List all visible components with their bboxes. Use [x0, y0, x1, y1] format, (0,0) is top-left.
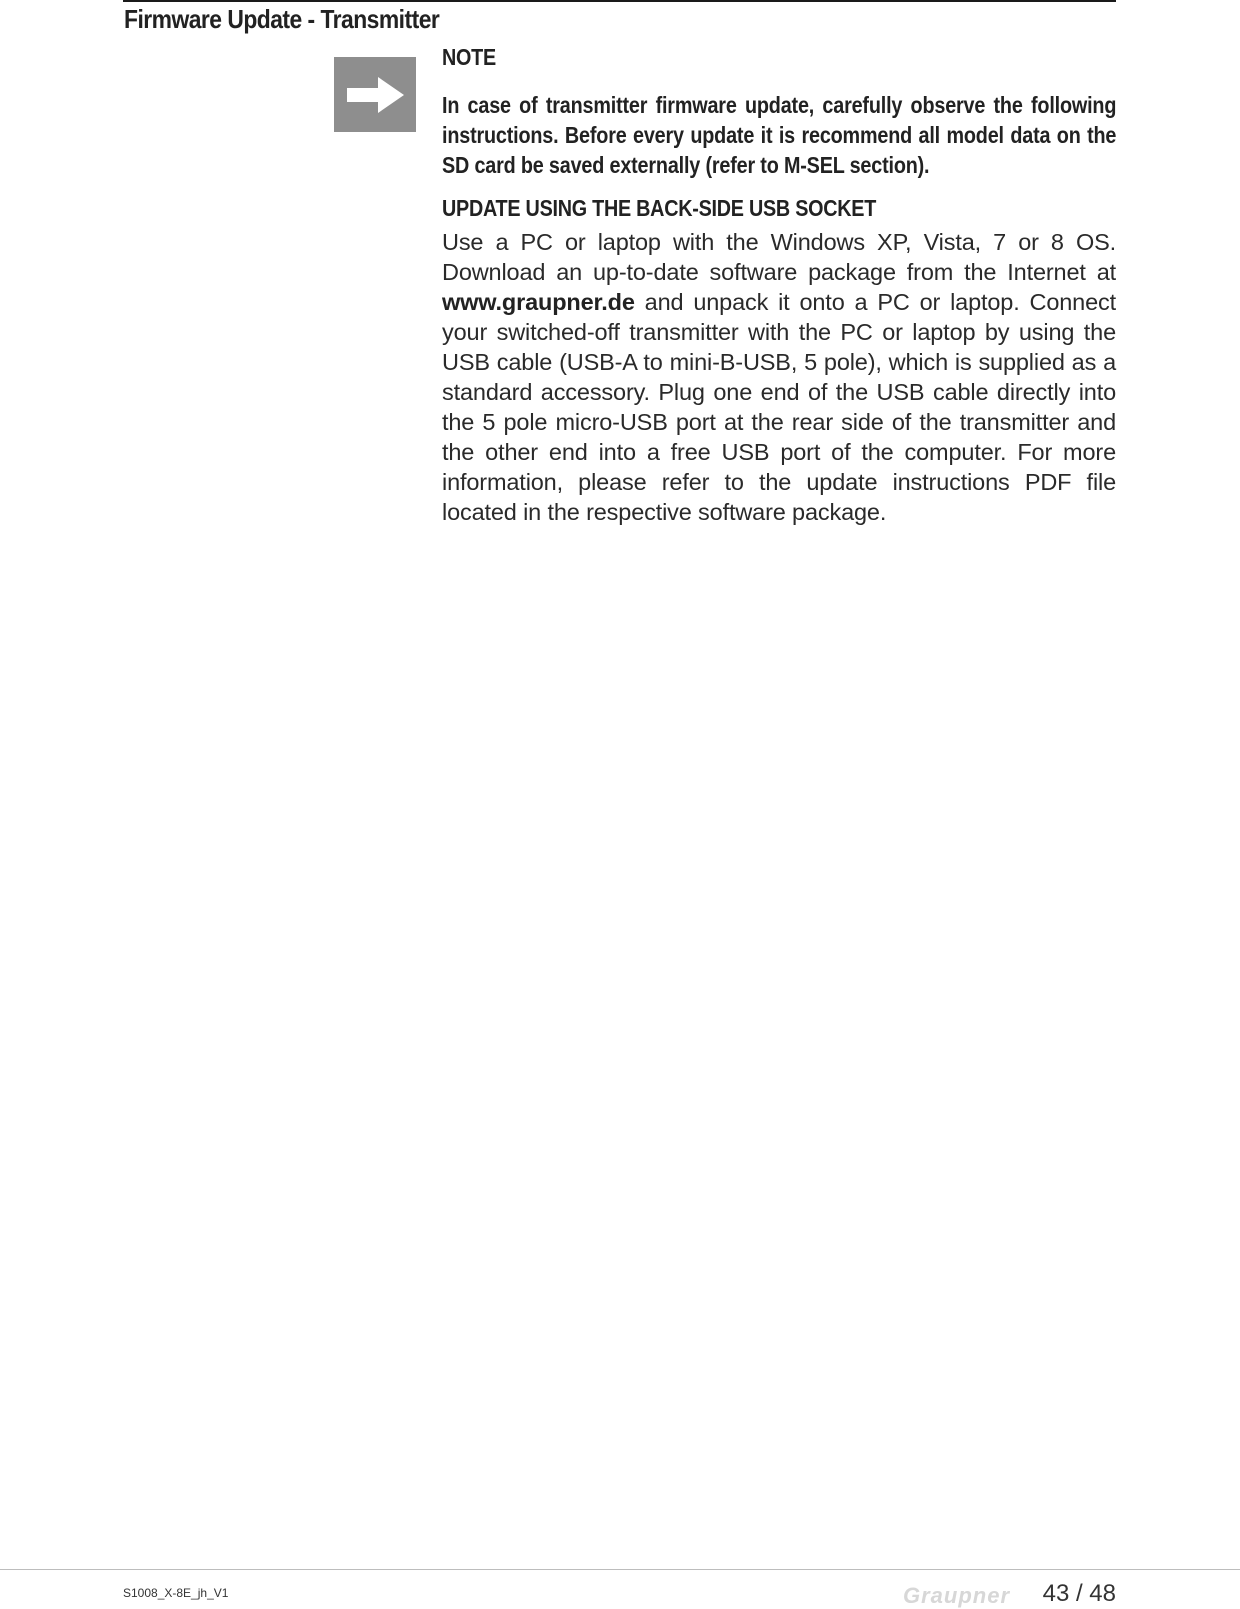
page-number: 43 / 48: [1042, 1580, 1116, 1607]
top-rule: [123, 0, 1116, 2]
graupner-link[interactable]: www.graupner.de: [442, 289, 635, 315]
page-title: Firmware Update - Transmitter: [124, 4, 440, 34]
section-body: [442, 227, 1116, 527]
note-body: In case of transmitter firmware update, carefully observe the following instructions. Before every update it is recommend all model data on the SD card be saved externally (refer to M-SEL section).: [442, 92, 1117, 178]
section-heading: UPDATE USING THE BACK-SIDE USB SOCKET: [442, 195, 877, 221]
main-content: [442, 42, 1116, 527]
section-text-part-1: Use a PC or laptop with the Windows XP, Vista, 7 or 8 OS. Download an up-to-date software package from the Internet at: [442, 229, 1116, 285]
doc-code: S1008_X-8E_jh_V1: [123, 1586, 229, 1600]
footer-rule: [0, 1569, 1240, 1570]
note-heading: NOTE: [442, 44, 496, 70]
brand-logo: Graupner: [903, 1583, 1011, 1608]
section-text-part-2: and unpack it onto a PC or laptop. Connect your switched-off transmitter with the PC or laptop by using the USB cable (USB-A to mini-B-USB, 5 pole), which is supplied as a standard accessory. Plug one end of the USB cable directly into the 5 pole micro-USB port at the rear side of the transmitter and the other end into a free USB port of the computer. For more information, please refer to the update instructions PDF file located in the respective software package.: [442, 289, 1116, 525]
arrow-right-icon: [334, 57, 416, 132]
